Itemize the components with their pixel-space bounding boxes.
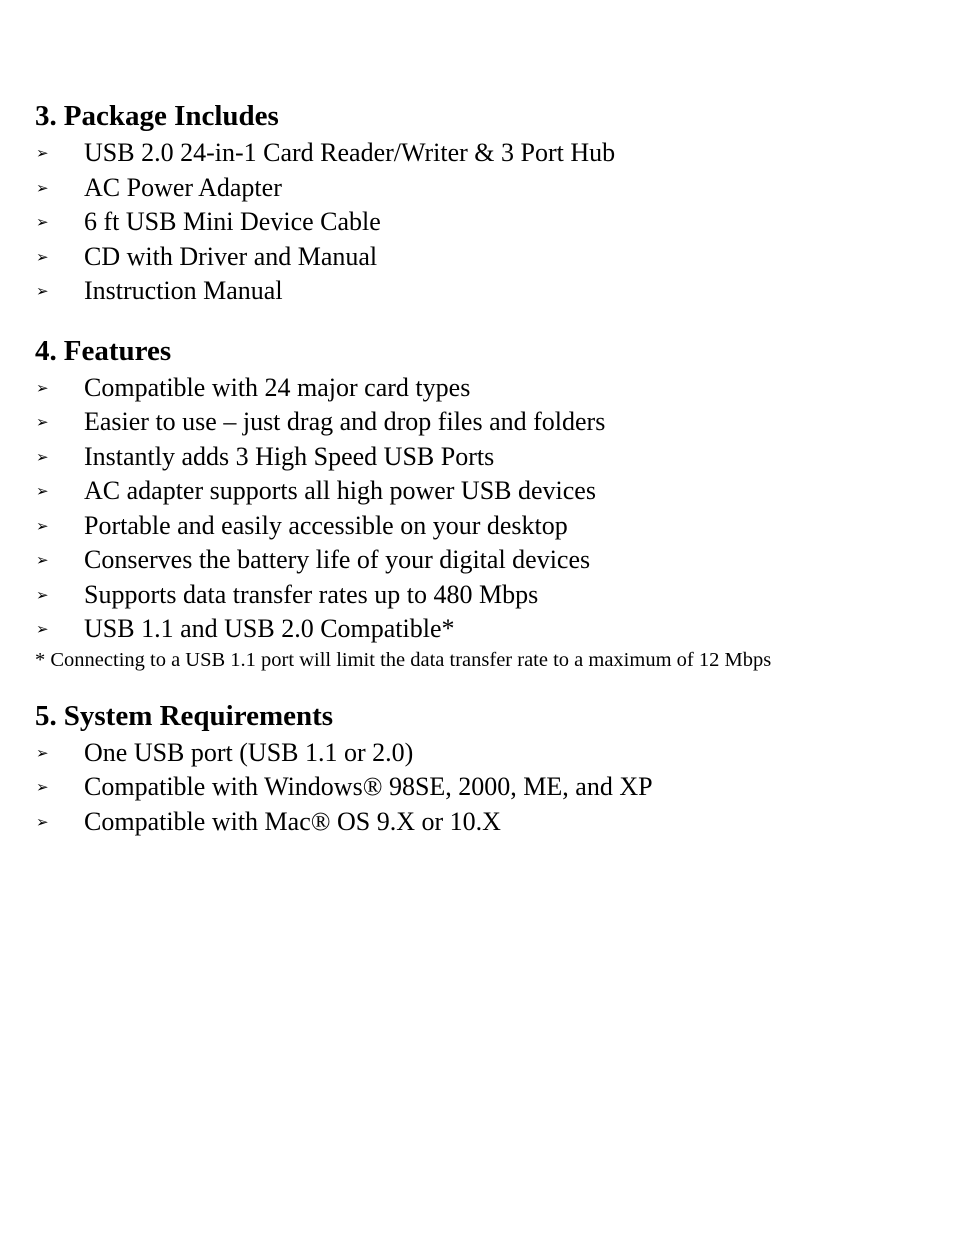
list-item-text: Portable and easily accessible on your desktop [84,510,568,540]
list-item-text: Conserves the battery life of your digital devices [84,545,591,574]
list-item-text: Compatible with Windows® 98SE, 2000, ME, and XP [84,772,653,801]
arrow-bullet-icon: ➢ [36,585,49,604]
list-item-text: 6 ft USB Mini Device Cable [84,207,381,236]
list-item [35,736,935,771]
list-item [35,205,935,240]
footnote: * Connecting to a USB 1.1 port will limit the data transfer rate to a maximum of 12 Mbps [35,648,772,671]
arrow-bullet-icon: ➢ [36,247,49,266]
document-page [35,96,935,839]
list-item [35,440,935,475]
arrow-bullet-icon: ➢ [36,778,49,796]
list-item [35,405,935,440]
arrow-bullet-icon: ➢ [36,378,49,397]
arrow-bullet-icon: ➢ [36,144,49,162]
section-system-requirements [35,696,935,840]
list-item-text: USB 2.0 24-in-1 Card Reader/Writer & 3 Port Hub [84,138,616,167]
features-list [35,371,935,647]
list-item [35,805,935,840]
list-item-text: Instruction Manual [84,276,283,305]
section-heading [35,331,935,371]
requirements-list [35,736,935,840]
section-heading [35,96,935,136]
section-title: Features [63,334,172,367]
list-item-text: USB 1.1 and USB 2.0 Compatible* [84,614,455,643]
list-item [35,770,935,805]
arrow-bullet-icon: ➢ [36,743,49,762]
list-item-text: Instantly adds 3 High Speed USB Ports [84,441,495,471]
arrow-bullet-icon: ➢ [36,178,49,197]
arrow-bullet-icon: ➢ [36,516,49,535]
section-title: System Requirements [63,699,334,732]
section-title: Package Includes [63,100,279,132]
list-item [35,509,935,544]
package-list [35,136,935,309]
list-item [35,136,935,171]
list-item-text: Compatible with 24 major card types [84,372,471,402]
list-item [35,474,935,509]
section-number: 4. [35,334,57,367]
arrow-bullet-icon: ➢ [36,812,49,831]
list-item [35,171,935,206]
arrow-bullet-icon: ➢ [36,282,49,300]
list-item [35,578,935,613]
arrow-bullet-icon: ➢ [36,213,49,231]
list-item [35,274,935,309]
section-heading [35,696,935,736]
arrow-bullet-icon: ➢ [36,551,49,569]
list-item-text: Compatible with Mac® OS 9.X or 10.X [84,806,501,836]
section-number: 5. [35,699,57,732]
list-item-text: Easier to use – just drag and drop files and folders [84,407,606,436]
list-item [35,240,935,275]
list-item-text: AC Power Adapter [84,172,282,202]
list-item [35,371,935,406]
list-item-text: One USB port (USB 1.1 or 2.0) [84,737,414,767]
list-item-text: AC adapter supports all high power USB devices [84,476,596,505]
list-item-text: CD with Driver and Manual [84,241,378,271]
list-item [35,543,935,578]
list-item-text: Supports data transfer rates up to 480 Mbps [84,579,539,609]
arrow-bullet-icon: ➢ [36,482,49,500]
section-package-includes [35,96,935,309]
section-features [35,331,935,674]
arrow-bullet-icon: ➢ [36,413,49,431]
arrow-bullet-icon: ➢ [36,447,49,466]
arrow-bullet-icon: ➢ [36,620,49,638]
section-number: 3. [35,100,57,132]
list-item [35,612,935,647]
